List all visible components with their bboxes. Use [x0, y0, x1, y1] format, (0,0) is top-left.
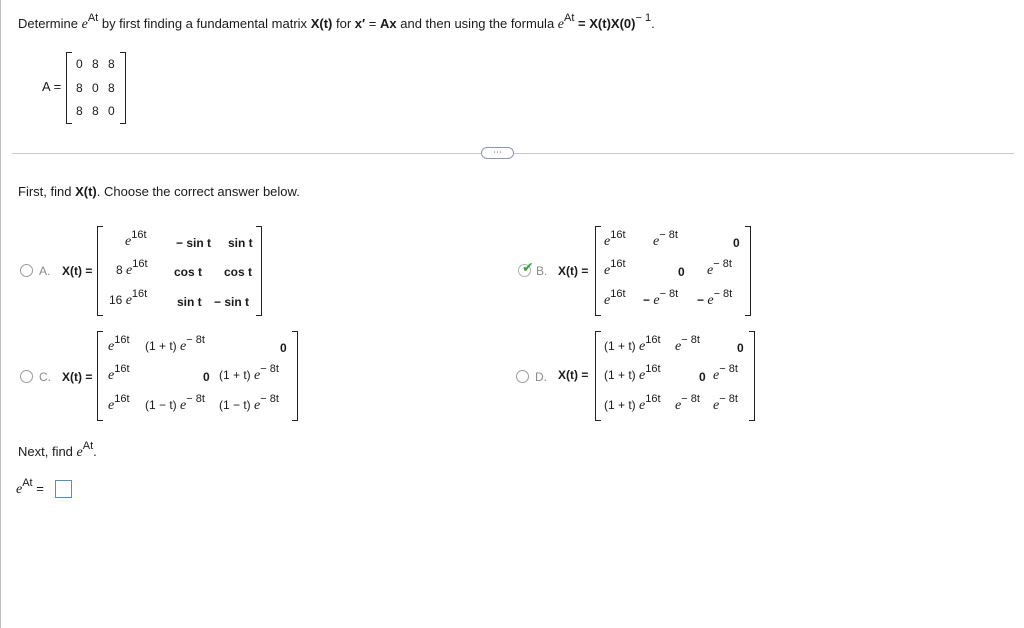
matrix-cell	[604, 288, 626, 309]
matrix-cell	[109, 288, 148, 309]
matrix-cell: 0	[92, 81, 99, 95]
prompt-find-eat	[18, 440, 97, 461]
bracket-left	[66, 52, 72, 124]
matrix-cell	[604, 393, 661, 414]
e-symbol: e	[126, 263, 133, 278]
e-symbol: e	[639, 339, 646, 354]
coefficient: 16	[109, 293, 123, 307]
factor: (1 + t)	[604, 398, 636, 412]
matrix-a	[66, 52, 126, 124]
exponent: − 8t	[681, 393, 700, 405]
exponent: − 8t	[681, 334, 700, 346]
e-symbol: e	[707, 293, 714, 308]
matrix-cell: 0	[699, 370, 706, 384]
e-symbol: e	[180, 398, 187, 413]
exponent: − 8t	[719, 363, 738, 375]
prompt-bold: X(t)	[75, 184, 97, 199]
e-symbol: e	[108, 368, 115, 383]
matrix-cell	[675, 334, 700, 355]
e-symbol: e	[604, 263, 611, 278]
option-c-matrix[interactable]	[97, 331, 298, 421]
option-c-letter: C.	[39, 370, 51, 384]
matrix-cell	[707, 258, 732, 279]
e-symbol: e	[639, 368, 646, 383]
matrix-cell: 8	[108, 57, 115, 71]
exponent: 16t	[645, 393, 661, 405]
more-options-button[interactable]: ⋯	[481, 147, 514, 159]
exponent: 16t	[610, 229, 626, 241]
matrix-cell	[713, 363, 738, 384]
question-bold: x′	[354, 16, 366, 31]
exponent: At	[564, 12, 575, 24]
answer-input[interactable]	[55, 480, 72, 498]
exponent: 16t	[131, 229, 147, 241]
exponent: − 8t	[659, 288, 679, 300]
prompt-part: .	[93, 444, 97, 459]
option-d-radio[interactable]	[516, 370, 529, 383]
bracket-left	[97, 331, 103, 421]
exponent: 16t	[645, 334, 661, 346]
matrix-cell: − sin t	[176, 236, 212, 250]
sign: −	[697, 293, 705, 307]
matrix-a-label: A =	[42, 79, 62, 94]
e-symbol: e	[713, 398, 720, 413]
matrix-cell	[604, 258, 626, 279]
matrix-cell: 0	[76, 57, 83, 71]
option-c-label: X(t) =	[62, 370, 93, 384]
factor: (1 − t)	[219, 398, 251, 412]
matrix-cell: 0	[737, 341, 744, 355]
prompt-part: . Choose the correct answer below.	[96, 184, 300, 199]
matrix-cell	[713, 393, 738, 414]
matrix-cell	[145, 393, 205, 414]
question-part: .	[651, 16, 655, 31]
e-symbol: e	[653, 293, 660, 308]
exponent: At	[87, 12, 99, 24]
factor: (1 + t)	[604, 368, 636, 382]
e-symbol: e	[76, 445, 83, 460]
exponent: − 8t	[659, 229, 678, 241]
exponent: − 8t	[713, 288, 733, 300]
inverse-exponent: − 1	[635, 12, 652, 24]
exponent: − 8t	[186, 334, 205, 346]
matrix-cell	[116, 258, 148, 279]
matrix-cell	[108, 363, 130, 384]
matrix-cell: 0	[203, 370, 210, 384]
exponent: 16t	[114, 334, 130, 346]
matrix-cell: 8	[108, 81, 115, 95]
question-part: =	[368, 16, 377, 31]
question-bold: Ax	[379, 16, 397, 31]
factor: (1 + t)	[604, 339, 636, 353]
option-b-matrix[interactable]	[595, 226, 751, 316]
matrix-cell	[675, 393, 700, 414]
e-symbol: e	[16, 482, 23, 497]
option-a-matrix[interactable]	[97, 226, 262, 316]
exponent: 16t	[610, 258, 626, 270]
question-part: and then using the formula	[400, 16, 555, 31]
e-symbol: e	[125, 293, 132, 308]
bracket-right	[745, 226, 751, 316]
matrix-cell: − sin t	[214, 295, 250, 309]
bracket-right	[120, 52, 126, 124]
bracket-left	[595, 226, 601, 316]
matrix-cell	[108, 334, 130, 355]
correct-check-icon: ✔	[522, 259, 534, 275]
question-part: by first finding a fundamental matrix	[101, 16, 308, 31]
question-part: for	[335, 16, 352, 31]
e-symbol: e	[108, 398, 115, 413]
matrix-cell	[697, 288, 733, 309]
prompt-part: Next, find	[18, 444, 73, 459]
matrix-cell	[604, 334, 661, 355]
e-symbol: e	[653, 234, 660, 249]
e-symbol: e	[675, 398, 682, 413]
option-b-label: X(t) =	[558, 264, 589, 278]
option-a-label: X(t) =	[62, 264, 93, 278]
e-symbol: e	[180, 339, 187, 354]
matrix-cell	[145, 334, 205, 355]
bracket-left	[97, 226, 103, 316]
e-symbol: e	[604, 234, 611, 249]
e-symbol: e	[604, 293, 611, 308]
matrix-cell: 0	[733, 236, 740, 250]
bracket-right	[256, 226, 262, 316]
factor: (1 + t)	[145, 339, 177, 353]
exponent: 16t	[132, 258, 148, 270]
e-symbol: e	[81, 17, 88, 32]
matrix-cell: 8	[76, 104, 83, 118]
e-symbol: e	[108, 339, 115, 354]
factor: (1 − t)	[145, 398, 177, 412]
exponent: − 8t	[713, 258, 732, 270]
bracket-right	[749, 331, 755, 421]
question-part: Determine	[18, 16, 78, 31]
matrix-cell	[108, 393, 130, 414]
option-c-radio[interactable]	[20, 370, 33, 383]
matrix-cell	[653, 229, 678, 250]
e-symbol: e	[675, 339, 682, 354]
matrix-cell	[604, 363, 661, 384]
e-symbol: e	[713, 368, 720, 383]
prompt-part: First, find	[18, 184, 72, 199]
factor: (1 + t)	[219, 368, 251, 382]
matrix-cell: 0	[108, 104, 115, 118]
exponent: 16t	[114, 363, 130, 375]
e-symbol: e	[707, 263, 714, 278]
matrix-cell: cos t	[174, 265, 203, 279]
question-text	[18, 12, 655, 33]
matrix-cell: cos t	[224, 265, 253, 279]
exponent: At	[82, 440, 94, 452]
e-symbol: e	[254, 398, 261, 413]
coefficient: 8	[116, 263, 123, 277]
matrix-cell: 8	[76, 81, 83, 95]
answer-line	[16, 477, 44, 498]
exponent: 16t	[131, 288, 148, 300]
matrix-cell: 8	[92, 104, 99, 118]
exponent: − 8t	[260, 363, 279, 375]
exponent: 16t	[114, 393, 130, 405]
e-symbol: e	[254, 368, 261, 383]
e-symbol: e	[639, 398, 646, 413]
matrix-cell: 0	[678, 265, 685, 279]
matrix-cell	[125, 229, 147, 250]
question-bold: X(t)	[310, 16, 333, 31]
prompt-find-xt	[18, 184, 300, 199]
exponent: 16t	[610, 288, 626, 300]
sign: −	[643, 293, 651, 307]
page-left-border	[0, 0, 1, 628]
option-a-radio[interactable]	[20, 264, 33, 277]
equals-sign: =	[36, 481, 44, 496]
option-d-matrix[interactable]	[595, 331, 755, 421]
matrix-cell: 8	[92, 57, 99, 71]
exponent: − 8t	[260, 393, 279, 405]
formula-rhs: = X(t)X(0)	[578, 16, 636, 31]
option-b-letter: B.	[536, 264, 548, 278]
exponent: 16t	[645, 363, 661, 375]
exponent: − 8t	[719, 393, 738, 405]
matrix-cell	[219, 363, 279, 384]
matrix-cell: 0	[280, 341, 287, 355]
exponent: − 8t	[186, 393, 205, 405]
e-symbol: e	[125, 234, 132, 249]
matrix-cell: sin t	[177, 295, 202, 309]
matrix-cell	[219, 393, 279, 414]
option-d-label: X(t) =	[558, 368, 589, 382]
e-symbol: e	[557, 17, 565, 32]
matrix-cell	[643, 288, 679, 309]
option-d-letter: D.	[535, 370, 547, 384]
bracket-left	[595, 331, 601, 421]
matrix-cell: sin t	[228, 236, 253, 250]
exponent: At	[22, 477, 33, 489]
matrix-cell	[604, 229, 626, 250]
option-a-letter: A.	[39, 264, 51, 278]
bracket-right	[292, 331, 298, 421]
